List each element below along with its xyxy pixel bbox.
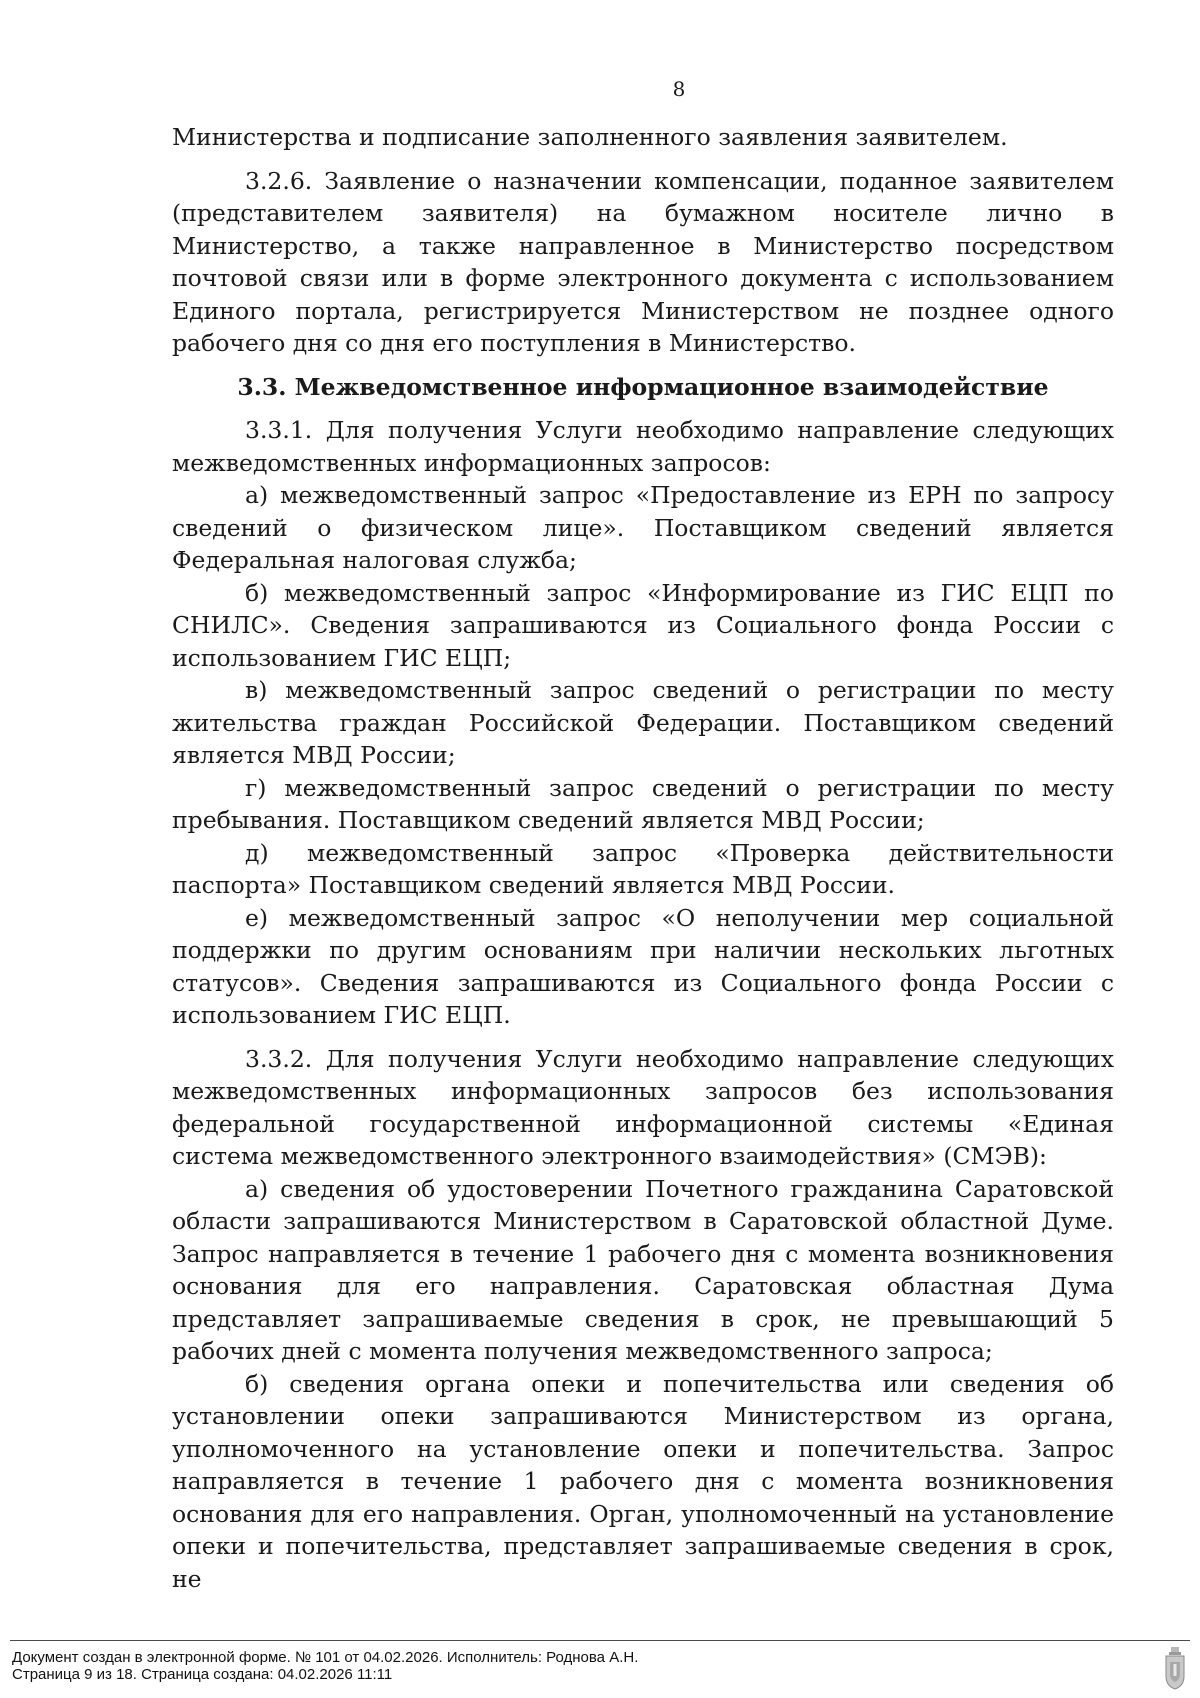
- section-heading-3-3: 3.3. Межведомственное информационное взаимодействие: [237, 372, 1049, 401]
- list-item-g: г) межведомственный запрос сведений о регистрации по месту пребывания. Поставщиком сведений является МВД России;: [172, 773, 1114, 834]
- document-footer: [0, 1638, 1200, 1698]
- page-number: 8: [672, 77, 686, 101]
- list-item-v: в) межведомственный запрос сведений о регистрации по месту жительства граждан Российской Федерации. Поставщиком сведений является МВД России;: [172, 676, 1114, 769]
- list-item-a: а) межведомственный запрос «Предоставление из ЕРН по запросу сведений о физическом лице». Поставщиком сведений является Федеральная налоговая служба;: [172, 481, 1114, 574]
- footer-document-info: Документ создан в электронной форме. № 101 от 04.02.2026. Исполнитель: Роднова А.Н.: [12, 1649, 639, 1666]
- footer-page-info: Страница 9 из 18. Страница создана: 04.02.2026 11:11: [12, 1666, 393, 1683]
- list-item-a-2: а) сведения об удостоверении Почетного гражданина Саратовской области запрашиваются Министерством в Саратовской областной Думе. Запрос направляется в течение 1 рабочего дня с момента возникновения основания для его направления. Саратовская областная Дума представляет запрашиваемые сведения в срок, не превышающий 5 рабочих дней с момента получения межведомственного запроса;: [172, 1174, 1114, 1365]
- list-item-d: д) межведомственный запрос «Проверка действительности паспорта» Поставщиком сведений является МВД России.: [172, 838, 1114, 899]
- document-body: [172, 121, 1114, 1595]
- footer-divider: [10, 1640, 1190, 1641]
- list-item-b-2: б) сведения органа опеки и попечительства или сведения об установлении опеки запрашиваются Министерством из органа, уполномоченного на установление опеки и попечительства. Запрос направляется в течение 1 рабочего дня с момента возникновения основания для его направления. Орган, уполномоченный на установление опеки и попечительства, представляет запрашиваемые сведения в срок, не: [172, 1369, 1114, 1593]
- list-item-b: б) межведомственный запрос «Информирование из ГИС ЕЦП по СНИЛС». Сведения запрашиваются из Социального фонда России с использованием ГИС ЕЦП;: [172, 578, 1114, 672]
- list-item-e: е) межведомственный запрос «О неполучении мер социальной поддержки по другим основаниям при наличии нескольких льготных статусов». Сведения запрашиваются из Социального фонда России с использованием ГИС ЕЦП.: [172, 903, 1114, 1029]
- coat-of-arms-icon: [1164, 1646, 1186, 1690]
- paragraph-continuation: Министерства и подписание заполненного заявления заявителем.: [172, 123, 1008, 151]
- paragraph-3-2-6: 3.2.6. Заявление о назначении компенсации, поданное заявителем (представителем заявителя) на бумажном носителе лично в Министерство, а также направленное в Министерство посредством почтовой связи или в форме электронного документа с использованием Единого портала, регистрируется Министерством не позднее одного рабочего дня со дня его поступления в Министерство.: [172, 166, 1114, 357]
- paragraph-3-3-2: 3.3.2. Для получения Услуги необходимо направление следующих межведомственных информационных запросов без использования федеральной государственной информационной системы «Единая система межведомственного электронного взаимодействия» (СМЭВ):: [172, 1044, 1114, 1170]
- paragraph-3-3-1: 3.3.1. Для получения Услуги необходимо направление следующих межведомственных информационных запросов:: [172, 416, 1114, 477]
